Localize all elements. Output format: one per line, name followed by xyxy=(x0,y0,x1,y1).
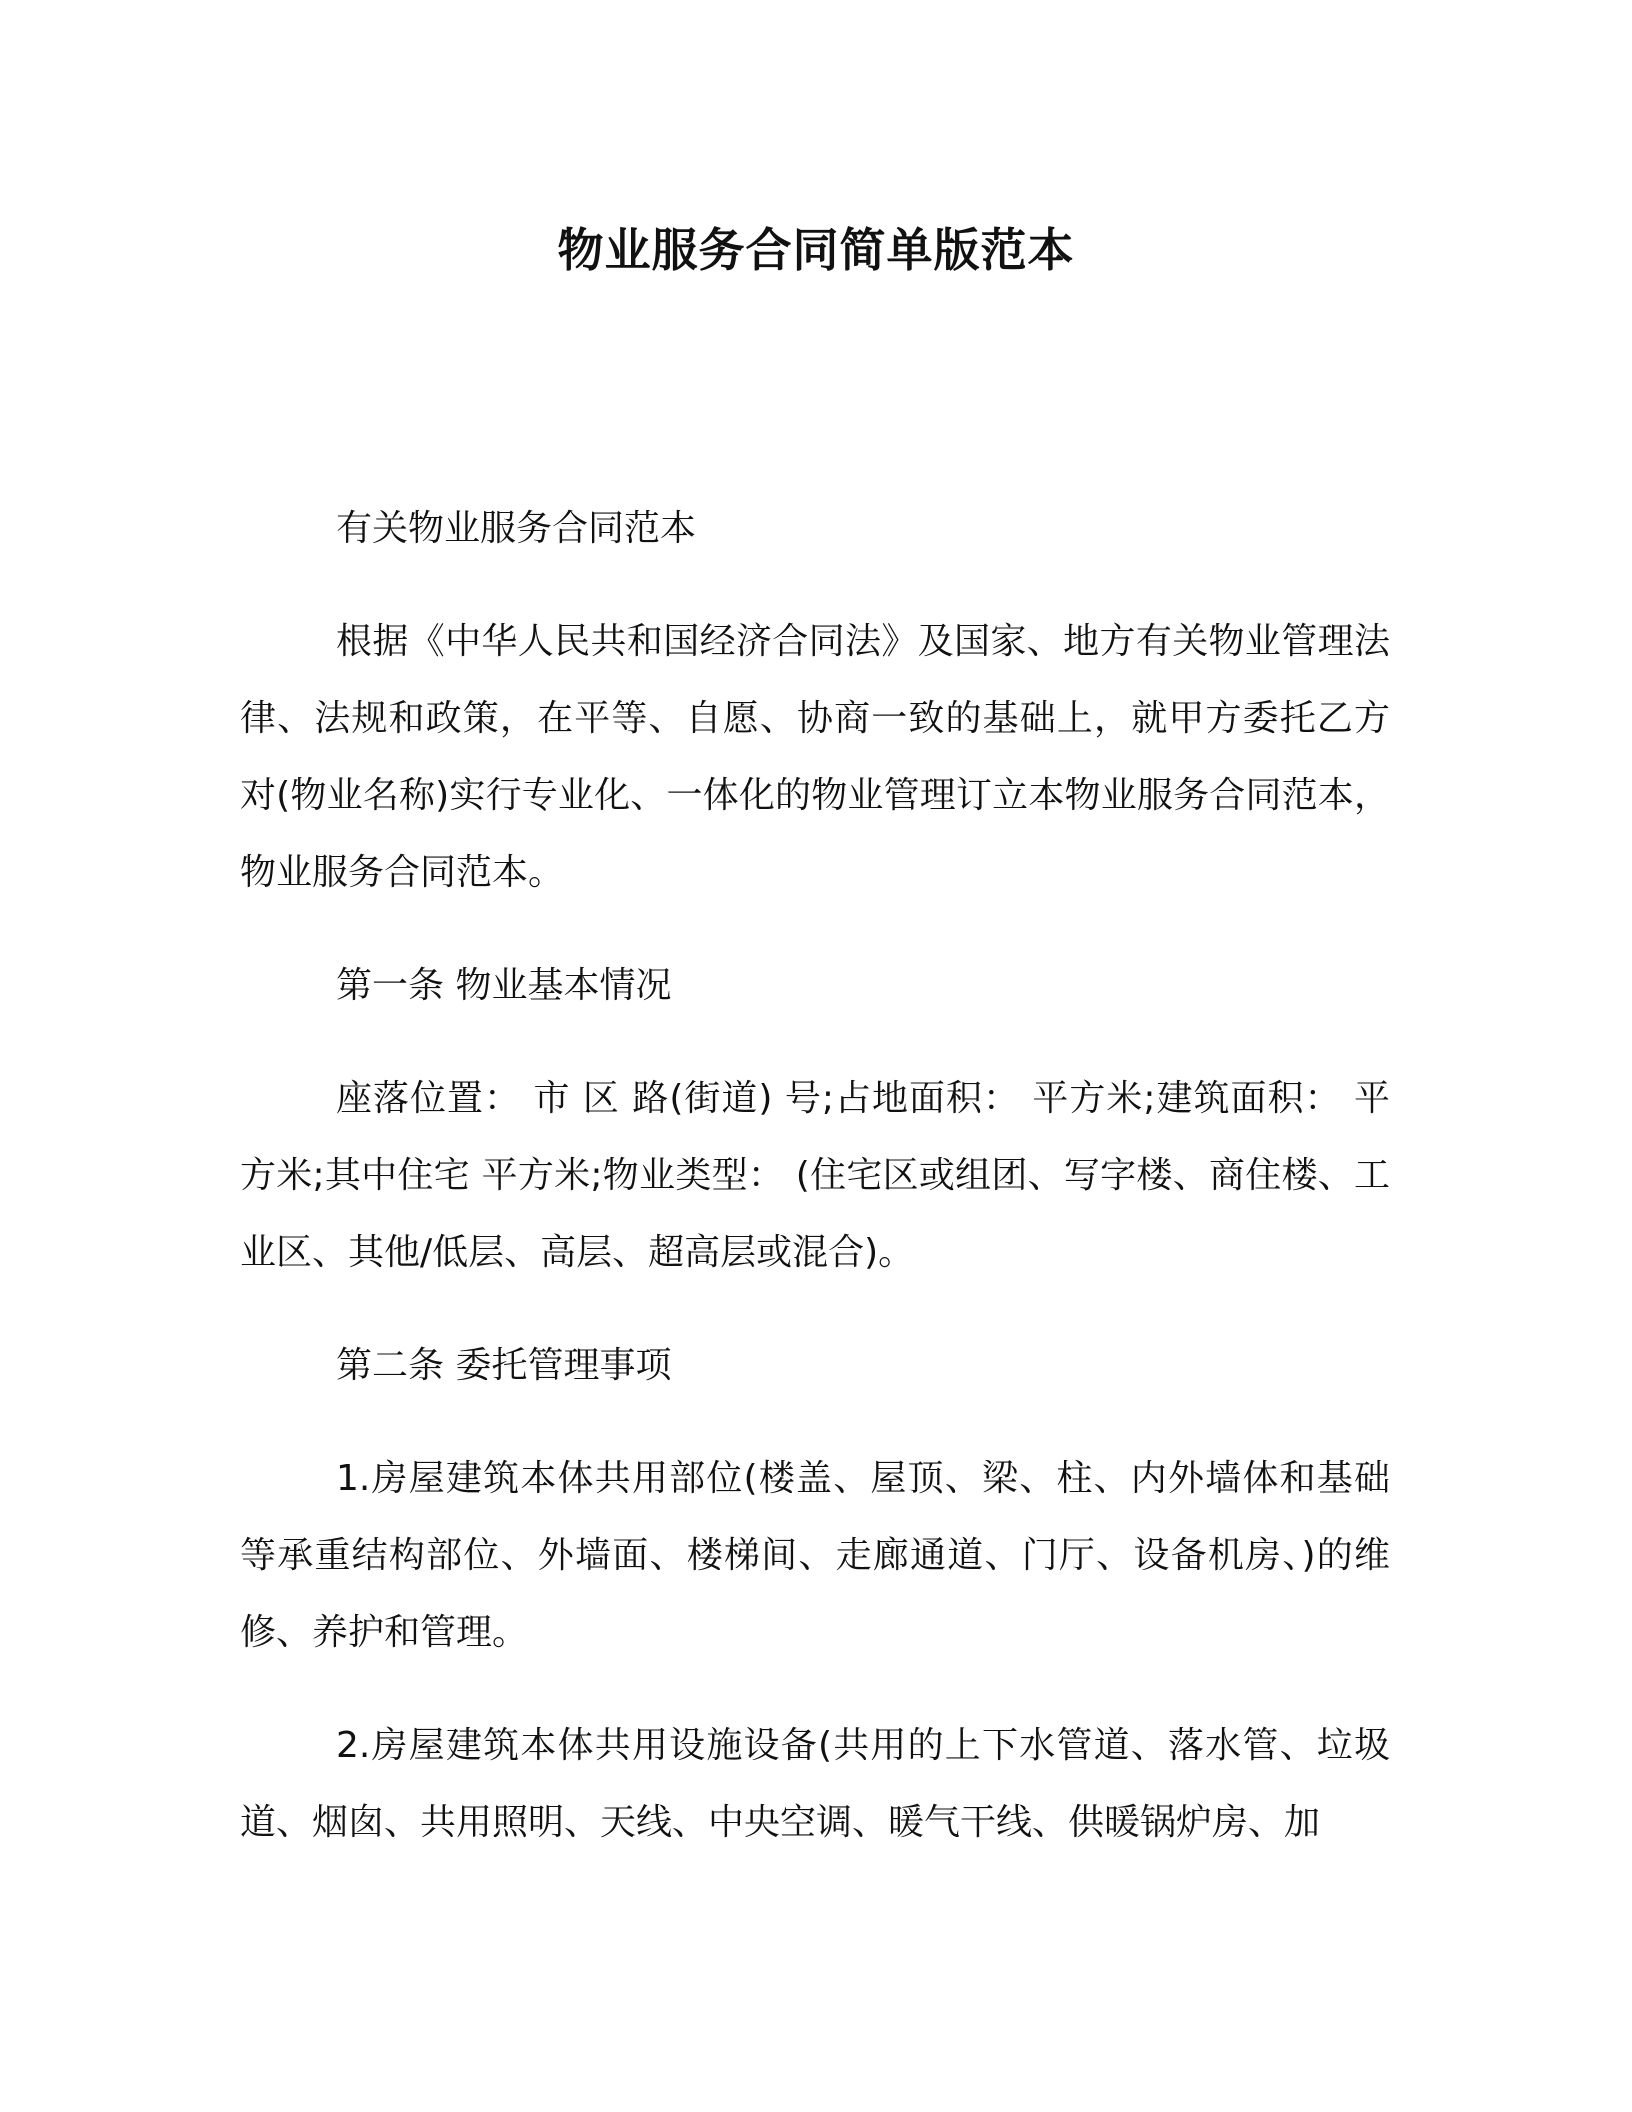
item-two-paragraph: 2.房屋建筑本体共用设施设备(共用的上下水管道、落水管、垃圾道、烟囱、共用照明、天线、中央空调、暖气干线、供暖锅炉房、加 xyxy=(240,1725,1390,1843)
property-info-paragraph: 座落位置： 市 区 路(街道) 号;占地面积： 平方米;建筑面积： 平方米;其中住宅 平方米;物业类型： (住宅区或组团、写字楼、商住楼、工业区、其他/低层、高层、超高层或混合)。 xyxy=(240,1078,1390,1273)
article-two-heading: 第二条 委托管理事项 xyxy=(336,1345,672,1386)
document-body xyxy=(240,490,1390,1897)
article-one-heading: 第一条 物业基本情况 xyxy=(336,965,672,1006)
item-one-paragraph: 1.房屋建筑本体共用部位(楼盖、屋顶、梁、柱、内外墙体和基础等承重结构部位、外墙面、楼梯间、走廊通道、门厅、设备机房、)的维修、养护和管理。 xyxy=(240,1458,1390,1653)
preamble-paragraph: 根据《中华人民共和国经济合同法》及国家、地方有关物业管理法律、法规和政策，在平等、自愿、协商一致的基础上，就甲方委托乙方对(物业名称)实行专业化、一体化的物业管理订立本物业服务合同范本，物业服务合同范本。 xyxy=(240,621,1390,893)
document-title: 物业服务合同简单版范本 xyxy=(557,223,1075,277)
intro-heading: 有关物业服务合同范本 xyxy=(336,508,697,549)
